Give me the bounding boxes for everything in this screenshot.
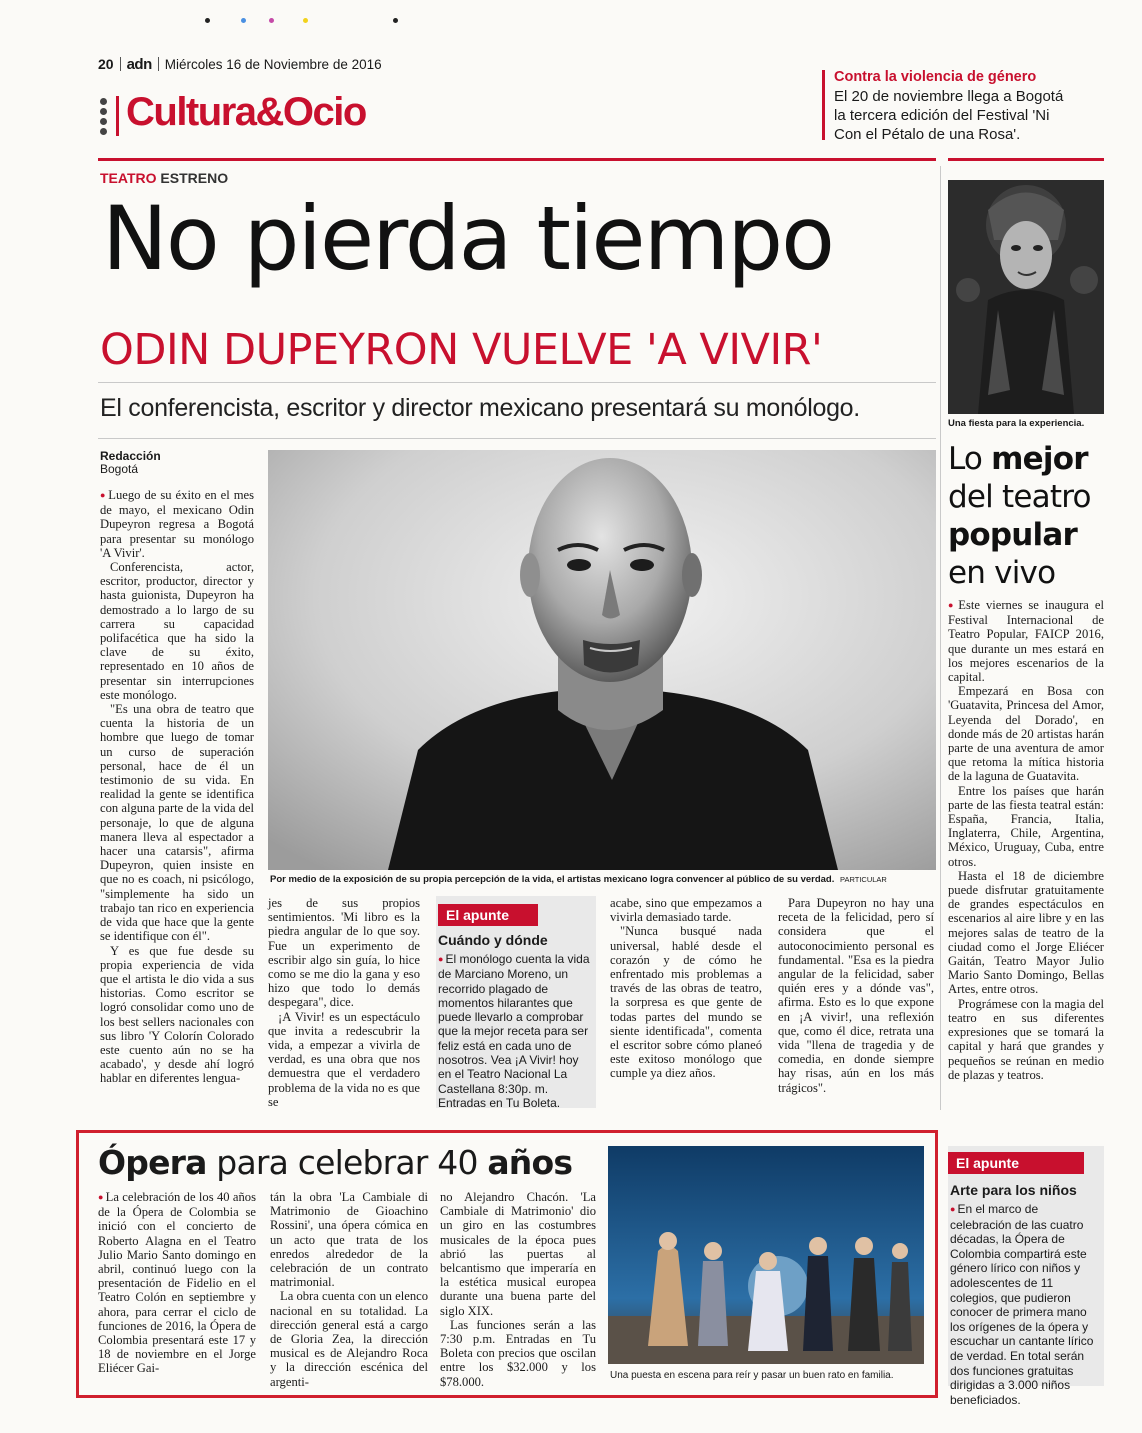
section-marker-dots xyxy=(100,98,108,134)
issue-date: Miércoles 16 de Noviembre de 2016 xyxy=(164,56,382,72)
section-bar xyxy=(116,96,119,136)
article-column-1 xyxy=(100,488,254,1086)
teaser-title: Contra la violencia de género xyxy=(834,69,1037,85)
paragraph: Prográmese con la magia del teatro en sus diferentes expresiones que se tomará la capital y hará que grandes y pequeños se reúnan en medio de plazas y teatros. xyxy=(948,996,1104,1082)
opera-photo xyxy=(608,1146,924,1364)
opera-headline-bold: Ópera xyxy=(98,1143,207,1182)
opera-headline-regular: para celebrar 40 xyxy=(206,1143,488,1182)
apunte2-title: Arte para los niños xyxy=(950,1182,1077,1198)
subhead-rule xyxy=(98,382,936,383)
portrait-illustration xyxy=(268,450,936,870)
paragraph: La obra cuenta con un elenco nacional en su totalidad. La dirección general está a cargo de Gloria Zea, la dirección musical es de Alejandro Roca y la dirección escénica del argenti- xyxy=(270,1289,428,1389)
apunte2-tag: El apunte xyxy=(948,1152,1084,1174)
sidebar-headline-part: del teatro xyxy=(948,479,1091,515)
photo-credit: PARTICULAR xyxy=(840,875,887,884)
subhead: ODIN DUPEYRON VUELVE 'A VIVIR' xyxy=(100,325,823,375)
paragraph: "Nunca busqué nada universal, hablé desde el corazón y de cómo he enfrentado mis problemas a través de las obras de teatro, la sorpresa es que gente de todas partes del mundo se siente identificada", comenta el escritor sobre cómo planeó este exitoso monólogo que cumple ya diez años. xyxy=(610,924,762,1081)
page-header xyxy=(98,54,382,74)
registration-dots xyxy=(205,18,405,28)
section-title: Cultura&Ocio xyxy=(126,90,366,134)
apunte-title: Cuándo y dónde xyxy=(438,932,548,948)
paragraph: tán la obra 'La Cambiale di Matrimonio de Gioachino Rossini', una ópera cómica en un acto que trata de los enredos alrededor de la celebración de un contrato matrimonial. xyxy=(270,1190,428,1290)
paragraph: ¡A Vivir! es un espectáculo que invita a redescubrir la vida, a empezar a vivirla de verdad, es una obra que nos demuestra que el verdadero problema de la vida no es que se xyxy=(268,1009,420,1109)
sidebar-headline-part: en vivo xyxy=(948,555,1056,591)
apunte2-text: ● En el marco de celebración de las cuatro décadas, la Ópera de Colombia compartirá este género lírico con niños y adolescentes de 11 colegios, que pudieron conocer de primera mano los orígenes de la ópera y escuchar un cantante lírico de verdad. En total serán dos funciones gratuitas dirigidas a 3.000 niños beneficiados. xyxy=(950,1202,1102,1407)
sidebar-headline-line xyxy=(948,440,1118,478)
puppet-illustration xyxy=(948,180,1104,414)
apunte-text: ● El monólogo cuenta la vida de Marciano Moreno, un recorrido plagado de momentos hilarantes que puede llevarlo a comprobar que la mejor receta para ser feliz está en cada uno de nosotros. Vea ¡A Vivir! hoy en el Teatro Nacional La Castellana 8:30p. m. Entradas en Tu Boleta. xyxy=(438,952,592,1110)
paragraph: jes de sus propios sentimientos. 'Mi libro es la piedra angular de lo que soy. Fue un experimento de escribir algo sin guía, lo hice como se me dio la gana y eso hizo que todo lo demás despegara", dice. xyxy=(268,896,420,1010)
sidebar-headline-bold: mejor xyxy=(991,441,1088,477)
paragraph: Entre los países que harán parte de las fiesta teatral están: España, Francia, Italia, Inglaterra, Chile, Argentina, México, Uruguay, Cuba, entre otros. xyxy=(948,783,1104,869)
sidebar-headline-part: Lo xyxy=(948,441,992,477)
main-photo-caption xyxy=(270,874,936,885)
main-photo xyxy=(268,450,936,870)
opera-column-2 xyxy=(270,1190,428,1389)
opera-headline-bold-2: años xyxy=(487,1143,573,1182)
sidebar-headline-line xyxy=(948,554,1118,592)
paragraph: ● Este viernes se inaugura el Festival Internacional de Teatro Popular, FAICP 2016, que durante un mes estará en los mejores escenarios de la capital. xyxy=(948,598,1104,684)
paragraph: ● Luego de su éxito en el mes de mayo, el mexicano Odin Dupeyron regresa a Bogotá para presentar su monólogo 'A Vivir'. xyxy=(100,488,254,560)
paragraph: Empezará en Bosa con 'Guatavita, Princesa del Amor, Leyenda del Dorado', en donde más de 20 artistas harán parte de una aventura de amor que retoma la mítica historia de la laguna de Guatavita. xyxy=(948,684,1104,784)
opera-column-1: ● La celebración de los 40 años de la Ópera de Colombia se inició con el concierto de Roberto Alagna en el Teatro Julio Mario Santo domingo en abril, continuó luego con la presentación de Fidelio en el Teatro Colón en septiembre y ahora, para cerrar el ciclo de funciones de 2016, la Ópera de Colombia presentará este 17 y 18 de noviembre en el Jorge Eliécer Gai- xyxy=(98,1190,256,1376)
teaser-line: El 20 de noviembre llega a Bogotá xyxy=(834,88,1064,105)
sidebar-headline-line xyxy=(948,516,1118,554)
apunte-tag: El apunte xyxy=(438,904,538,926)
sidebar-text xyxy=(948,598,1104,1082)
sidebar-photo xyxy=(948,180,1104,414)
paragraph: "Es una obra de teatro que cuenta la historia de un hombre que luego de tomar un curso de superación personal, hace de él un testimonio de su vida. En realidad la gente se identifica con alguna parte de la vida del personaje, lo que de alguna manera lleva al espectador a hacer una catarsis", afirma Dupeyron, quien insiste en que no es coach, ni psicólogo, "simplemente ha sido un trabajo tan rico en experiencia de vida que hace que la gente se identifique con él". xyxy=(100,702,254,944)
byline-name: Redacción xyxy=(100,449,161,463)
paragraph: Las funciones serán a las 7:30 p.m. Entradas en Tu Boleta con precios que oscilan entre los $32.000 y los $78.000. xyxy=(440,1317,596,1389)
opera-column-3 xyxy=(440,1190,596,1389)
paragraph: Y es que fue desde su propia experiencia de vida que el artista le dio vida a sus historias. Como escritor se logró consolidar como uno de los best sellers nacionales con sus libro 'Y Colorín Colorado este cuento aún no se ha acabado', y desde ahí logró hablar en diferentes lengua- xyxy=(100,943,254,1086)
teaser-bar xyxy=(822,70,825,140)
paper-logo: adn xyxy=(126,55,152,73)
sidebar-headline-bold: popular xyxy=(948,517,1077,553)
teaser xyxy=(834,68,1124,144)
sidebar-photo-caption: Una fiesta para la experiencia. xyxy=(948,418,1085,429)
byline-city: Bogotá xyxy=(100,462,139,476)
headline: No pierda tiempo xyxy=(102,187,833,290)
page-number: 20 xyxy=(98,56,114,72)
paragraph: Hasta el 18 de diciembre puede disfrutar gratuitamente de grandes espectáculos en escenarios al aire libre y en las mejores salas de teatro de la ciudad como el Jorge Eliécer Gaitán, Teatro Mayor Julio Mario Santo Domingo, Bellas Artes, entre otros. xyxy=(948,868,1104,997)
paragraph: acabe, sino que empezamos a vivirla demasiado tarde. xyxy=(610,896,762,925)
byline xyxy=(100,450,161,476)
opera-headline xyxy=(98,1140,572,1186)
paragraph: no Alejandro Chacón. 'La Cambiale di Matrimonio' dio un giro en las costumbres musicales de la época pues abrió las puertas al belcantismo que imperaría en la estética musical europea durante una buena parte del siglo XIX. xyxy=(440,1190,596,1318)
article-column-2 xyxy=(268,896,420,1109)
paragraph: Conferencista, actor, escritor, productor, director y hasta guionista, Dupeyron ha demostrado a lo largo de su carrera su capacidad polifacética que ha sido la clave de su éxito, representado en 10 años de presentar sin interrupciones este monólogo. xyxy=(100,560,254,702)
caption-text: Por medio de la exposición de su propia percepción de la vida, el artistas mexicano logra convencer al público de su verdad. xyxy=(270,874,835,885)
header-rule-right xyxy=(948,158,1104,161)
stage-illustration xyxy=(608,1146,924,1364)
deck-rule xyxy=(98,438,936,439)
column-divider xyxy=(940,166,941,1110)
paragraph: Para Dupeyron no hay una receta de la felicidad, pero sí considera que el autoconocimiento personal es fundamental. "Esa es la piedra angular de la felicidad, saber quién eres y a dónde vas", afirma. Esto es lo que expone en ¡A vivir!, una reflexión que, como él dice, retrata una vida "llena de tragedia y de comedia, en donde siempre hay risas, aún en los más trágicos". xyxy=(778,896,934,1095)
header-rule xyxy=(98,158,936,161)
teaser-line: Con el Pétalo de una Rosa'. xyxy=(834,126,1021,143)
article-column-5 xyxy=(778,896,934,1095)
opera-photo-caption: Una puesta en escena para reír y pasar un buen rato en familia. xyxy=(610,1370,894,1381)
teaser-line: la tercera edición del Festival 'Ni xyxy=(834,107,1050,124)
article-column-4 xyxy=(610,896,762,1081)
sidebar-headline-line xyxy=(948,478,1118,516)
kicker-red: TEATRO xyxy=(100,170,157,186)
kicker-label: ESTRENO xyxy=(160,170,229,186)
deck: El conferencista, escritor y director mexicano presentará su monólogo. xyxy=(100,394,860,422)
sidebar-headline xyxy=(948,440,1118,592)
